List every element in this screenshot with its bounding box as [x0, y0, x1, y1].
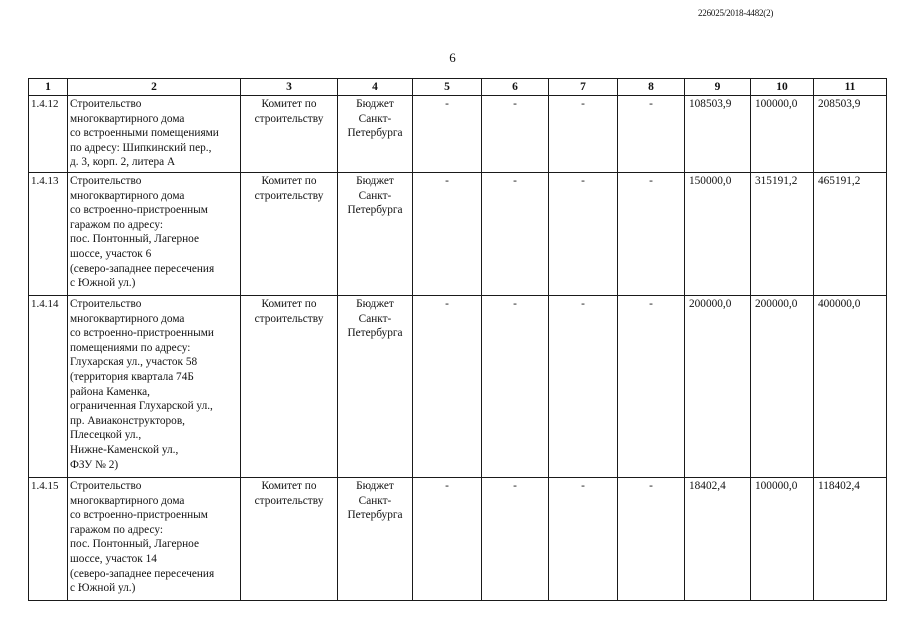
table-row	[29, 96, 887, 173]
column-header: 5	[413, 79, 482, 96]
table-cell: -	[618, 478, 685, 601]
table-cell: -	[413, 96, 482, 173]
table-cell: -	[482, 296, 549, 478]
item-executor: Комитет по строительству	[241, 478, 338, 601]
amount-cell: 315191,2	[751, 173, 814, 296]
amount-cell: 200000,0	[685, 296, 751, 478]
item-number: 1.4.12	[29, 96, 68, 173]
page-number: 6	[449, 50, 456, 65]
table-cell: -	[482, 173, 549, 296]
item-executor: Комитет по строительству	[241, 96, 338, 173]
column-header: 4	[338, 79, 413, 96]
table-cell: -	[618, 96, 685, 173]
column-header: 1	[29, 79, 68, 96]
total-amount-cell: 465191,2	[814, 173, 887, 296]
amount-cell: 100000,0	[751, 96, 814, 173]
item-executor: Комитет по строительству	[241, 173, 338, 296]
amount-cell: 150000,0	[685, 173, 751, 296]
amount-cell: 200000,0	[751, 296, 814, 478]
item-funding-source: Бюджет Санкт- Петербурга	[338, 173, 413, 296]
item-number: 1.4.14	[29, 296, 68, 478]
column-header: 6	[482, 79, 549, 96]
column-header: 8	[618, 79, 685, 96]
table-cell: -	[549, 478, 618, 601]
item-number: 1.4.15	[29, 478, 68, 601]
table-cell: -	[549, 296, 618, 478]
table-cell: -	[413, 173, 482, 296]
amount-cell: 18402,4	[685, 478, 751, 601]
column-header: 11	[814, 79, 887, 96]
total-amount-cell: 118402,4	[814, 478, 887, 601]
total-amount-cell: 208503,9	[814, 96, 887, 173]
total-amount-cell: 400000,0	[814, 296, 887, 478]
table-cell: -	[482, 96, 549, 173]
table-row	[29, 296, 887, 478]
column-header: 2	[68, 79, 241, 96]
column-header: 10	[751, 79, 814, 96]
table-cell: -	[618, 296, 685, 478]
table-cell: -	[413, 478, 482, 601]
item-number: 1.4.13	[29, 173, 68, 296]
table-header-row	[29, 79, 887, 96]
item-description: Строительство многоквартирного дома со встроенно-пристроенным гаражом по адресу: пос. Понтонный, Лагерное шоссе, участок 14 (северо-западнее пересечения с Южной ул.)	[68, 478, 241, 601]
table-cell: -	[413, 296, 482, 478]
column-header: 3	[241, 79, 338, 96]
item-executor: Комитет по строительству	[241, 296, 338, 478]
document-registration-number: 226025/2018-4482(2)	[698, 8, 774, 18]
item-description: Строительство многоквартирного дома со встроенными помещениями по адресу: Шипкинский пер., д. 3, корп. 2, литера А	[68, 96, 241, 173]
table-cell: -	[482, 478, 549, 601]
table-cell: -	[549, 96, 618, 173]
table-cell: -	[618, 173, 685, 296]
item-description: Строительство многоквартирного дома со встроенно-пристроенными помещениями по адресу: Глухарская ул., участок 58 (территория квартала 74Б района Каменка, ограниченная Глухарской ул., пр. Авиаконструкторов, Плесецкой ул., Нижне-Каменской ул., ФЗУ № 2)	[68, 296, 241, 478]
item-description: Строительство многоквартирного дома со встроенно-пристроенным гаражом по адресу: пос. Понтонный, Лагерное шоссе, участок 6 (северо-западнее пересечения с Южной ул.)	[68, 173, 241, 296]
item-funding-source: Бюджет Санкт- Петербурга	[338, 478, 413, 601]
item-funding-source: Бюджет Санкт- Петербурга	[338, 96, 413, 173]
column-header: 9	[685, 79, 751, 96]
table-row	[29, 173, 887, 296]
amount-cell: 100000,0	[751, 478, 814, 601]
table-row	[29, 478, 887, 601]
amount-cell: 108503,9	[685, 96, 751, 173]
table-cell: -	[549, 173, 618, 296]
column-header: 7	[549, 79, 618, 96]
item-funding-source: Бюджет Санкт- Петербурга	[338, 296, 413, 478]
program-table	[28, 78, 887, 601]
